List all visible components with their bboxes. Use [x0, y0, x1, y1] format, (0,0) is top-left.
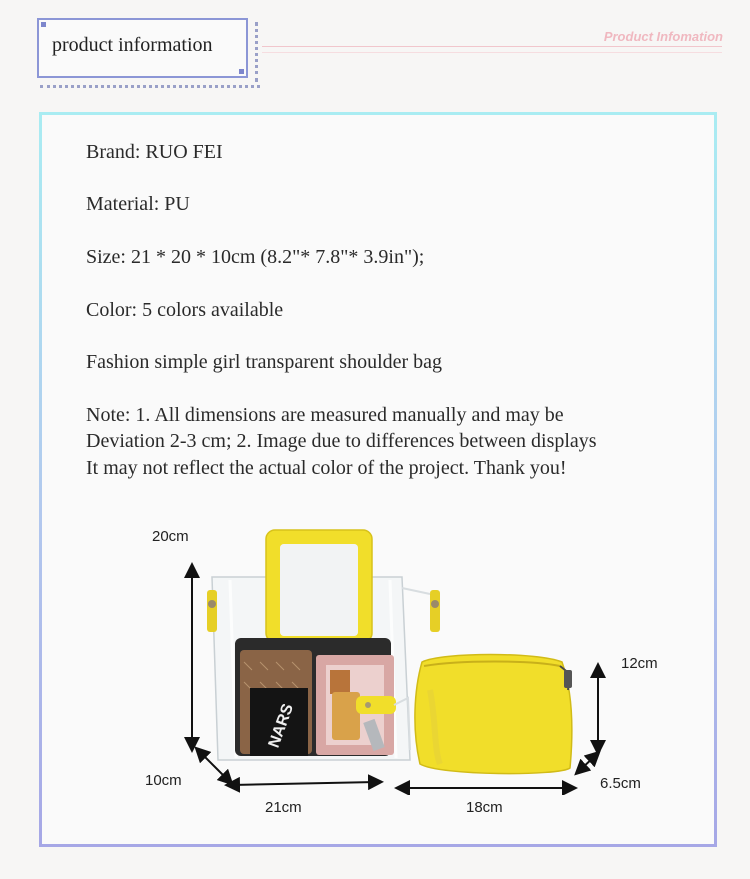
closure-tab	[356, 696, 396, 714]
material-text: Material: PU	[86, 193, 190, 215]
brand-text: Brand: RUO FEI	[86, 141, 223, 163]
dim-label-bag-depth: 10cm	[145, 772, 182, 789]
header-subtitle: Product Infomation	[603, 29, 723, 44]
color-text: Color: 5 colors available	[86, 299, 284, 321]
dim-label-bag-height: 20cm	[152, 528, 189, 545]
dim-label-pouch-depth: 6.5cm	[600, 775, 641, 792]
corner-dot-icon	[41, 22, 46, 27]
dim-label-bag-width: 21cm	[265, 799, 302, 816]
product-illustration	[140, 520, 610, 795]
decorative-line	[262, 52, 722, 53]
note-line-2: Deviation 2-3 cm; 2. Image due to differences between displays	[86, 430, 597, 452]
decorative-dotted-line	[40, 85, 260, 88]
header-title-box	[37, 18, 248, 78]
side-strap-left	[207, 590, 217, 632]
nars-logo-text: NARS	[265, 701, 298, 751]
note-line-1: Note: 1. All dimensions are measured manually and may be	[86, 404, 564, 426]
size-text: Size: 21 * 20 * 10cm (8.2"* 7.8"* 3.9in");	[86, 246, 425, 268]
pouch-depth-arrow	[580, 756, 595, 770]
corner-dot-icon	[239, 69, 244, 74]
width-arrow	[232, 782, 376, 785]
dim-label-pouch-height: 12cm	[621, 655, 658, 672]
dim-label-pouch-width: 18cm	[466, 799, 503, 816]
description-text: Fashion simple girl transparent shoulder bag	[86, 351, 443, 373]
note-line-3: It may not reflect the actual color of the project. Thank you!	[86, 457, 567, 479]
page-title: product information	[52, 34, 213, 56]
perfume-bottle	[332, 692, 360, 740]
side-strap-right	[430, 590, 440, 632]
decorative-line	[262, 46, 722, 47]
decorative-dotted-line	[255, 22, 258, 82]
